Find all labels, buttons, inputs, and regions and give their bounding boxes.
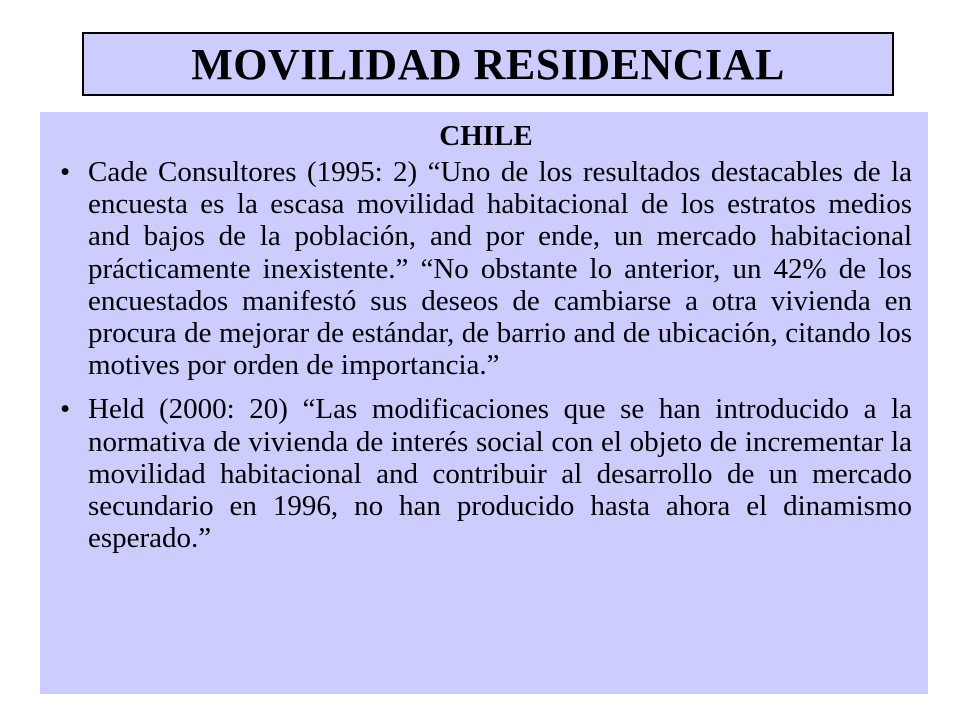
bullet-list xyxy=(60,156,912,554)
bullet-item-cade xyxy=(60,156,912,381)
title-box xyxy=(82,32,894,96)
section-heading: CHILE xyxy=(439,120,533,152)
slide-title: MOVILIDAD RESIDENCIAL xyxy=(191,39,785,89)
bullet-text-held: Held (2000: 20) “Las modificaciones que se han introducido a la normativa de vivienda de interés social con el objeto de incrementar la movilidad habitacional and contribuir al desarrollo de un mercado secundario en 1996, no han producido hasta ahora el dinamismo esperado.” xyxy=(88,393,912,555)
bullet-icon: • xyxy=(60,393,71,426)
content-panel xyxy=(40,112,928,694)
bullet-text-cade: Cade Consultores (1995: 2) “Uno de los resultados destacables de la encuesta es la escasa movilidad habitacional de los estratos medios and bajos de la población, and por ende, un mercado habitacional prácticamente inexistente.” “No obstante lo anterior, un 42% de los encuestados manifestó sus deseos de cambiarse a otra vivienda en procura de mejorar de estándar, de barrio and de ubicación, citando los motives por orden de importancia.” xyxy=(88,156,912,382)
bullet-item-held xyxy=(60,393,912,554)
bullet-icon: • xyxy=(60,156,71,188)
